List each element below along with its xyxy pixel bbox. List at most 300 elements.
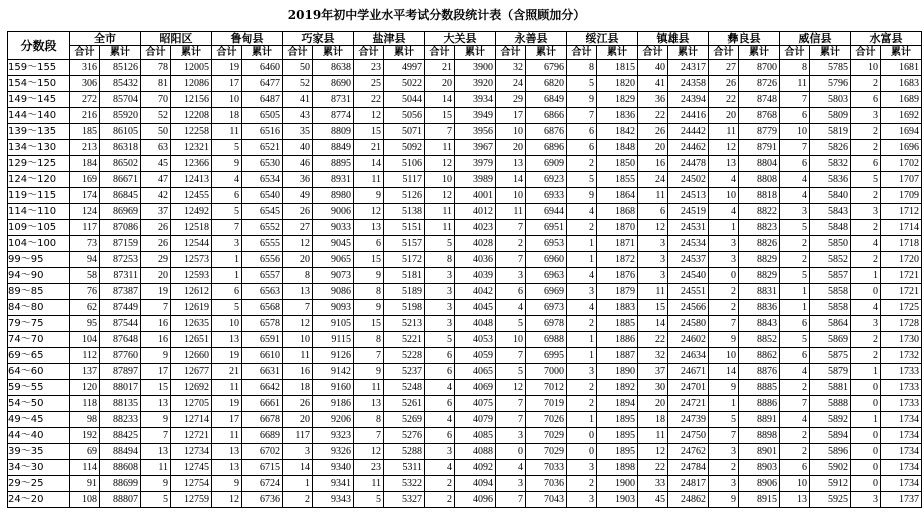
count-cell: 62: [70, 300, 100, 316]
cumulative-cell: 12544: [171, 236, 212, 252]
cumulative-cell: 6820: [526, 76, 567, 92]
count-cell: 1: [780, 284, 810, 300]
cumulative-cell: 1733: [881, 380, 922, 396]
count-cell: 3: [709, 236, 739, 252]
cumulative-cell: 24416: [668, 108, 709, 124]
count-cell: 81: [141, 76, 171, 92]
cumulative-cell: 12492: [171, 204, 212, 220]
cumulative-cell: 86105: [100, 124, 141, 140]
score-segment-cell: 54～50: [8, 396, 70, 412]
count-cell: 16: [141, 332, 171, 348]
county-header: 昭阳区: [141, 32, 212, 46]
table-row: [8, 316, 922, 332]
cumulative-cell: 5852: [810, 252, 851, 268]
table-row: [8, 332, 922, 348]
count-cell: 9: [567, 188, 597, 204]
count-cell: 17: [496, 108, 526, 124]
cumulative-cell: 24817: [668, 476, 709, 492]
cumulative-cell: 5843: [810, 204, 851, 220]
count-cell: 0: [851, 460, 881, 476]
cumulative-cell: 6944: [526, 204, 567, 220]
cumulative-cell: 5819: [810, 124, 851, 140]
count-cell: 8: [354, 412, 384, 428]
cumulative-cell: 24580: [668, 316, 709, 332]
cumulative-cell: 1730: [881, 332, 922, 348]
cumulative-cell: 4997: [384, 60, 425, 76]
cumulative-cell: 7029: [526, 444, 567, 460]
cumulative-cell: 8849: [313, 140, 354, 156]
cumulative-cell: 12692: [171, 380, 212, 396]
cumulative-cell: 1683: [881, 76, 922, 92]
count-cell: 0: [567, 428, 597, 444]
cumulative-cell: 1864: [597, 188, 638, 204]
cumulative-cell: 9115: [313, 332, 354, 348]
count-cell: 6: [425, 396, 455, 412]
cumulative-cell: 85704: [100, 92, 141, 108]
cumulative-cell: 5840: [810, 188, 851, 204]
count-cell: 70: [141, 92, 171, 108]
count-cell: 76: [70, 284, 100, 300]
score-segment-cell: 59～55: [8, 380, 70, 396]
count-cell: 69: [70, 444, 100, 460]
count-cell: 11: [425, 220, 455, 236]
count-cell: 17: [141, 364, 171, 380]
cumulative-cell: 8852: [739, 332, 780, 348]
cumulative-cell: 1721: [881, 268, 922, 284]
cumulative-cell: 1820: [597, 76, 638, 92]
count-cell: 5: [780, 220, 810, 236]
count-cell: 13: [212, 460, 242, 476]
count-cell: 1: [567, 332, 597, 348]
table-row: [8, 348, 922, 364]
cumulative-cell: 5228: [384, 348, 425, 364]
cumulative-cell: 6896: [526, 140, 567, 156]
count-cell: 12: [425, 188, 455, 204]
cumulative-cell: 24634: [668, 348, 709, 364]
cumulative-cell: 3949: [455, 108, 496, 124]
count-cell: 316: [70, 60, 100, 76]
count-cell: 7: [212, 220, 242, 236]
count-cell: 10: [212, 92, 242, 108]
cumulative-cell: 1702: [881, 156, 922, 172]
count-cell: 15: [354, 124, 384, 140]
count-subheader: 合计: [425, 46, 455, 60]
count-cell: 91: [70, 476, 100, 492]
cumulative-cell: 5836: [810, 172, 851, 188]
cumulative-cell: 5117: [384, 172, 425, 188]
count-cell: 7: [496, 252, 526, 268]
cumulative-cell: 88494: [100, 444, 141, 460]
count-cell: 2: [709, 300, 739, 316]
cumulative-cell: 5022: [384, 76, 425, 92]
count-cell: 20: [496, 140, 526, 156]
cumulative-cell: 8690: [313, 76, 354, 92]
cumulative-cell: 6556: [242, 252, 283, 268]
cumulative-cell: 8891: [739, 412, 780, 428]
count-cell: 13: [212, 444, 242, 460]
count-cell: 272: [70, 92, 100, 108]
table-row: [8, 188, 922, 204]
count-cell: 17: [212, 76, 242, 92]
count-cell: 11: [141, 460, 171, 476]
cumulative-cell: 5213: [384, 316, 425, 332]
cumulative-cell: 12660: [171, 348, 212, 364]
cumulative-cell: 5888: [810, 396, 851, 412]
cumulative-cell: 7012: [526, 380, 567, 396]
count-cell: 13: [283, 284, 313, 300]
score-distribution-table: [7, 31, 922, 508]
cumulative-cell: 9142: [313, 364, 354, 380]
cumulative-cell: 1900: [597, 476, 638, 492]
count-cell: 19: [212, 60, 242, 76]
cumulative-cell: 24862: [668, 492, 709, 508]
count-cell: 0: [851, 284, 881, 300]
cumulative-cell: 24566: [668, 300, 709, 316]
cumulative-cell: 12258: [171, 124, 212, 140]
county-header: 盐津县: [354, 32, 425, 46]
cumulative-cell: 5126: [384, 188, 425, 204]
cumulative-cell: 24502: [668, 172, 709, 188]
count-cell: 40: [638, 60, 668, 76]
cumulative-cell: 5864: [810, 316, 851, 332]
count-cell: 11: [780, 76, 810, 92]
cumulative-cell: 4079: [455, 412, 496, 428]
count-cell: 3: [567, 460, 597, 476]
count-cell: 3: [780, 204, 810, 220]
cumulative-cell: 9105: [313, 316, 354, 332]
cumulative-cell: 24701: [668, 380, 709, 396]
cumulative-cell: 1707: [881, 172, 922, 188]
count-cell: 27: [283, 220, 313, 236]
cumulative-cell: 1714: [881, 220, 922, 236]
count-cell: 14: [709, 364, 739, 380]
cumulative-cell: 6591: [242, 332, 283, 348]
count-cell: 11: [638, 428, 668, 444]
cumulative-cell: 6530: [242, 156, 283, 172]
count-cell: 15: [354, 252, 384, 268]
cumulative-cell: 5925: [810, 492, 851, 508]
cumulative-cell: 9186: [313, 396, 354, 412]
count-cell: 9: [141, 476, 171, 492]
cumulative-cell: 6953: [526, 236, 567, 252]
count-cell: 25: [354, 76, 384, 92]
cumulative-cell: 5848: [810, 220, 851, 236]
count-subheader: 合计: [212, 46, 242, 60]
count-cell: 4: [212, 172, 242, 188]
cumulative-cell: 4085: [455, 428, 496, 444]
count-cell: 32: [638, 348, 668, 364]
cumulative-cell: 6909: [526, 156, 567, 172]
cumulative-cell: 1848: [597, 140, 638, 156]
cumulative-cell: 8876: [739, 364, 780, 380]
cumulative-cell: 6487: [242, 92, 283, 108]
cumulative-subheader: 累计: [668, 46, 709, 60]
cumulative-cell: 1887: [597, 348, 638, 364]
count-cell: 5: [425, 332, 455, 348]
count-cell: 13: [354, 220, 384, 236]
cumulative-cell: 12086: [171, 76, 212, 92]
count-cell: 21: [212, 364, 242, 380]
score-segment-cell: 89～85: [8, 284, 70, 300]
cumulative-cell: 5857: [810, 268, 851, 284]
count-cell: 4: [425, 412, 455, 428]
cumulative-cell: 8915: [739, 492, 780, 508]
cumulative-cell: 86502: [100, 156, 141, 172]
count-cell: 5: [851, 172, 881, 188]
cumulative-cell: 5237: [384, 364, 425, 380]
count-cell: 10: [780, 476, 810, 492]
score-segment-cell: 119～115: [8, 188, 70, 204]
cumulative-cell: 9160: [313, 380, 354, 396]
count-cell: 7: [141, 428, 171, 444]
table-row: [8, 364, 922, 380]
count-cell: 117: [283, 428, 313, 444]
cumulative-cell: 6973: [526, 300, 567, 316]
count-cell: 4: [425, 460, 455, 476]
count-cell: 12: [354, 444, 384, 460]
count-cell: 10: [212, 316, 242, 332]
cumulative-cell: 6951: [526, 220, 567, 236]
cumulative-cell: 5875: [810, 348, 851, 364]
count-cell: 7: [141, 300, 171, 316]
count-cell: 22: [638, 332, 668, 348]
cumulative-cell: 6866: [526, 108, 567, 124]
cumulative-cell: 12612: [171, 284, 212, 300]
count-cell: 9: [709, 380, 739, 396]
cumulative-cell: 5803: [810, 92, 851, 108]
table-row: [8, 444, 922, 460]
cumulative-cell: 86318: [100, 140, 141, 156]
cumulative-cell: 87449: [100, 300, 141, 316]
cumulative-cell: 8906: [739, 476, 780, 492]
count-cell: 16: [638, 156, 668, 172]
cumulative-cell: 6578: [242, 316, 283, 332]
cumulative-cell: 12714: [171, 412, 212, 428]
count-cell: 2: [851, 76, 881, 92]
cumulative-cell: 5157: [384, 236, 425, 252]
cumulative-cell: 8818: [739, 188, 780, 204]
score-segment-cell: 24～20: [8, 492, 70, 508]
count-cell: 5: [780, 332, 810, 348]
cumulative-cell: 24762: [668, 444, 709, 460]
count-cell: 3: [425, 284, 455, 300]
count-cell: 32: [496, 60, 526, 76]
count-cell: 6: [212, 188, 242, 204]
count-cell: 0: [851, 396, 881, 412]
count-cell: 10: [496, 332, 526, 348]
count-cell: 12: [496, 380, 526, 396]
count-cell: 18: [212, 108, 242, 124]
cumulative-cell: 12651: [171, 332, 212, 348]
count-cell: 11: [354, 380, 384, 396]
count-cell: 2: [567, 156, 597, 172]
cumulative-cell: 1871: [597, 236, 638, 252]
cumulative-cell: 4001: [455, 188, 496, 204]
score-segment-cell: 159～155: [8, 60, 70, 76]
count-subheader: 合计: [283, 46, 313, 60]
count-cell: 17: [212, 412, 242, 428]
cumulative-cell: 8895: [313, 156, 354, 172]
cumulative-cell: 9006: [313, 204, 354, 220]
cumulative-cell: 1689: [881, 92, 922, 108]
cumulative-cell: 6933: [526, 188, 567, 204]
cumulative-cell: 1728: [881, 316, 922, 332]
count-cell: 2: [496, 236, 526, 252]
cumulative-cell: 1842: [597, 124, 638, 140]
count-cell: 6: [851, 156, 881, 172]
cumulative-cell: 88807: [100, 492, 141, 508]
count-cell: 10: [496, 124, 526, 140]
cumulative-cell: 8731: [313, 92, 354, 108]
count-cell: 8: [354, 284, 384, 300]
count-cell: 3: [851, 316, 881, 332]
table-row: [8, 412, 922, 428]
cumulative-cell: 5912: [810, 476, 851, 492]
cumulative-cell: 6642: [242, 380, 283, 396]
cumulative-cell: 12635: [171, 316, 212, 332]
cumulative-cell: 5106: [384, 156, 425, 172]
count-cell: 2: [851, 220, 881, 236]
count-cell: 6: [780, 156, 810, 172]
count-cell: 6: [425, 364, 455, 380]
count-cell: 11: [709, 124, 739, 140]
cumulative-cell: 7026: [526, 412, 567, 428]
table-row: [8, 92, 922, 108]
cumulative-cell: 1720: [881, 252, 922, 268]
count-cell: 8: [283, 268, 313, 284]
cumulative-subheader: 累计: [455, 46, 496, 60]
score-segment-cell: 29～25: [8, 476, 70, 492]
count-cell: 42: [141, 188, 171, 204]
count-cell: 26: [141, 220, 171, 236]
cumulative-subheader: 累计: [171, 46, 212, 60]
cumulative-cell: 9126: [313, 348, 354, 364]
count-cell: 27: [709, 60, 739, 76]
count-cell: 52: [283, 76, 313, 92]
score-segment-cell: 144～140: [8, 108, 70, 124]
count-cell: 19: [212, 348, 242, 364]
count-cell: 11: [354, 476, 384, 492]
cumulative-cell: 12705: [171, 396, 212, 412]
cumulative-cell: 5311: [384, 460, 425, 476]
table-row: [8, 252, 922, 268]
cumulative-cell: 87897: [100, 364, 141, 380]
count-cell: 5: [496, 364, 526, 380]
page-title: 2019年初中学业水平考试分数段统计表（含照顾加分）: [287, 8, 586, 22]
cumulative-cell: 1868: [597, 204, 638, 220]
count-cell: 49: [283, 188, 313, 204]
cumulative-subheader: 累计: [739, 46, 780, 60]
cumulative-cell: 85920: [100, 108, 141, 124]
count-cell: 11: [425, 140, 455, 156]
count-cell: 22: [354, 92, 384, 108]
cumulative-cell: 1885: [597, 316, 638, 332]
table-row: [8, 204, 922, 220]
cumulative-cell: 12208: [171, 108, 212, 124]
cumulative-cell: 12754: [171, 476, 212, 492]
cumulative-cell: 9326: [313, 444, 354, 460]
cumulative-cell: 6661: [242, 396, 283, 412]
count-cell: 3: [851, 204, 881, 220]
count-cell: 1: [709, 220, 739, 236]
cumulative-cell: 8823: [739, 220, 780, 236]
cumulative-cell: 6978: [526, 316, 567, 332]
cumulative-cell: 5809: [810, 108, 851, 124]
cumulative-cell: 8791: [739, 140, 780, 156]
count-cell: 1: [709, 396, 739, 412]
cumulative-cell: 8836: [739, 300, 780, 316]
count-cell: 3: [709, 252, 739, 268]
county-header: 大关县: [425, 32, 496, 46]
cumulative-cell: 8808: [739, 172, 780, 188]
cumulative-cell: 6534: [242, 172, 283, 188]
cumulative-cell: 4039: [455, 268, 496, 284]
cumulative-cell: 1712: [881, 204, 922, 220]
count-cell: 15: [425, 108, 455, 124]
count-cell: 7: [709, 316, 739, 332]
table-body: [8, 60, 922, 508]
count-cell: 3: [567, 364, 597, 380]
cumulative-cell: 6678: [242, 412, 283, 428]
count-cell: 20: [638, 140, 668, 156]
cumulative-cell: 24739: [668, 412, 709, 428]
count-cell: 6: [780, 108, 810, 124]
count-cell: 4: [851, 300, 881, 316]
cumulative-cell: 8843: [739, 316, 780, 332]
count-cell: 5: [709, 412, 739, 428]
count-cell: 43: [283, 108, 313, 124]
cumulative-cell: 6540: [242, 188, 283, 204]
count-cell: 13: [780, 492, 810, 508]
cumulative-cell: 1692: [881, 108, 922, 124]
count-cell: 13: [354, 396, 384, 412]
score-segment-cell: 74～70: [8, 332, 70, 348]
count-cell: 26: [141, 236, 171, 252]
cumulative-cell: 5785: [810, 60, 851, 76]
cumulative-cell: 1734: [881, 460, 922, 476]
count-cell: 23: [354, 60, 384, 76]
count-cell: 12: [425, 156, 455, 172]
count-subheader: 合计: [567, 46, 597, 60]
cumulative-cell: 1855: [597, 172, 638, 188]
score-segment-cell: 99～95: [8, 252, 70, 268]
count-cell: 213: [70, 140, 100, 156]
cumulative-subheader: 累计: [242, 46, 283, 60]
count-cell: 73: [70, 236, 100, 252]
cumulative-cell: 6631: [242, 364, 283, 380]
count-cell: 26: [638, 124, 668, 140]
cumulative-cell: 1725: [881, 300, 922, 316]
cumulative-cell: 6963: [526, 268, 567, 284]
count-cell: 12: [283, 316, 313, 332]
cumulative-cell: 8779: [739, 124, 780, 140]
cumulative-cell: 7000: [526, 364, 567, 380]
count-cell: 6: [851, 92, 881, 108]
count-cell: 3: [851, 492, 881, 508]
count-cell: 4: [496, 460, 526, 476]
table-row: [8, 236, 922, 252]
count-cell: 185: [70, 124, 100, 140]
cumulative-cell: 9045: [313, 236, 354, 252]
count-cell: 46: [283, 156, 313, 172]
cumulative-cell: 8638: [313, 60, 354, 76]
count-cell: 0: [851, 444, 881, 460]
cumulative-cell: 5858: [810, 300, 851, 316]
count-cell: 0: [851, 428, 881, 444]
count-cell: 8: [567, 60, 597, 76]
score-segment-cell: 129～125: [8, 156, 70, 172]
count-cell: 24: [638, 172, 668, 188]
